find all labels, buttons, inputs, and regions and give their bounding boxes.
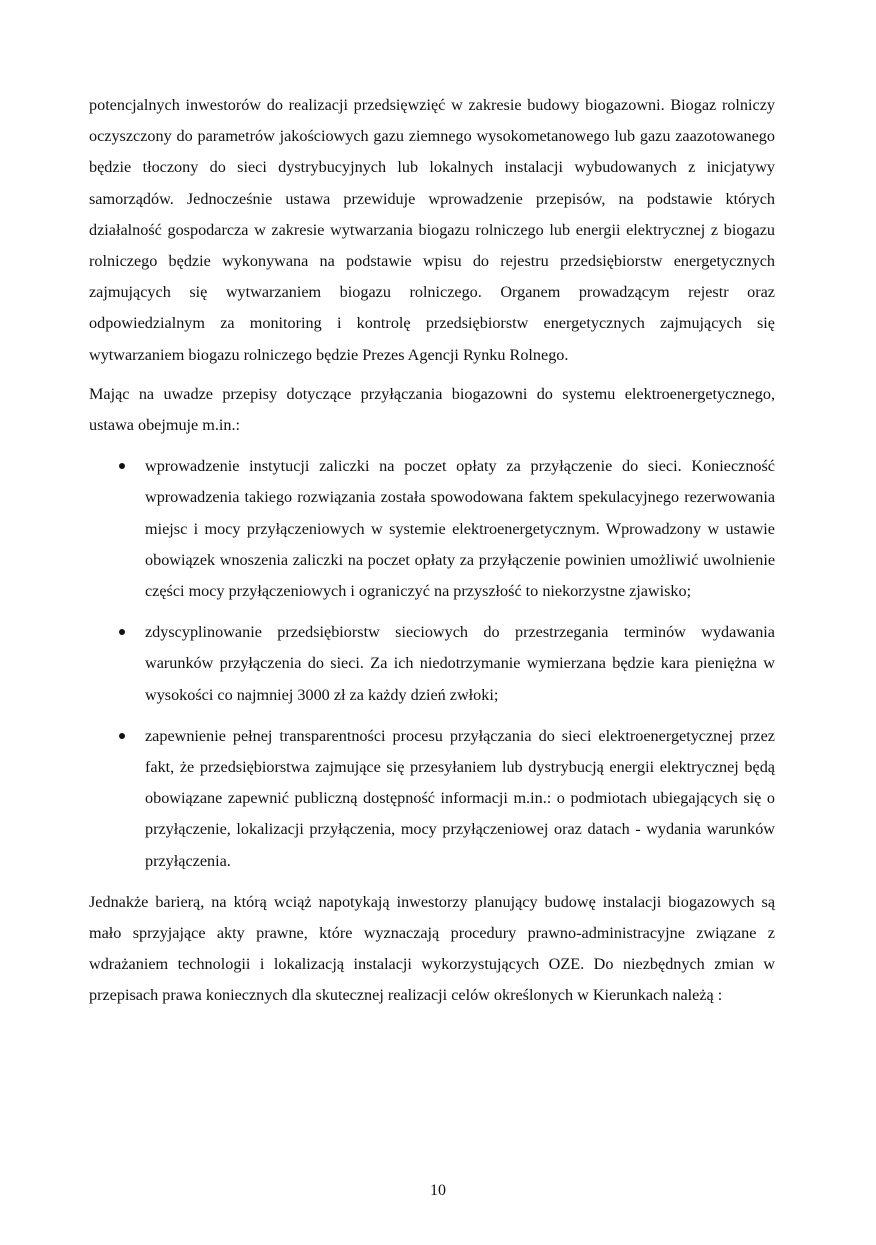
list-item-text: wprowadzenie instytucji zaliczki na poczet opłaty za przyłączenie do sieci. Konieczność wprowadzenia takiego rozwiązania została spowodowana faktem spekulacyjnego rezerwowania miejsc i mocy przyłączeniowych w systemie elektroenergetycznym. Wprowadzony w ustawie obowiązek wnoszenia zaliczki na poczet opłaty za przyłączenie powinien umożliwić uwolnienie części mocy przyłączeniowych i ograniczyć na przyszłość to niekorzystne zjawisko; [145,457,775,601]
bullet-icon [119,629,125,635]
list-item-text: zapewnienie pełnej transparentności procesu przyłączania do sieci elektroenergetycznej przez fakt, że przedsiębiorstwa zajmujące się przesyłaniem lub dystrybucją energii elektrycznej będą obowiązane zapewnić publiczną dostępność informacji m.in.: o podmiotach ubiegających się o przyłączenie, lokalizacji przyłączenia, mocy przyłączeniowej oraz datach - wydania warunków przyłączenia. [145,726,775,870]
list-item [89,451,775,607]
document-page [89,90,775,1012]
paragraph-connection-intro: Mając na uwadze przepisy dotyczące przyłączania biogazowni do systemu elektroenergetycznego, ustawa obejmuje m.in.: [89,384,775,435]
page-number: 10 [430,1182,446,1199]
list-item [89,617,775,711]
bullet-list [89,451,775,877]
bullet-icon [119,733,125,739]
bullet-icon [119,463,125,469]
list-item [89,721,775,877]
paragraph-biogas-register: potencjalnych inwestorów do realizacji przedsięwzięć w zakresie budowy biogazowni. Biogaz rolniczy oczyszczony do parametrów jakościowych gazu ziemnego wysokometanowego lub gazu zaazotowanego będzie tłoczony do sieci dystrybucyjnych lub lokalnych instalacji wybudowanych z inicjatywy samorządów. Jednocześnie ustawa przewiduje wprowadzenie przepisów, na podstawie których działalność gospodarcza w zakresie wytwarzania biogazu rolniczego lub energii elektrycznej z biogazu rolniczego będzie wykonywana na podstawie wpisu do rejestru przedsiębiorstw energetycznych zajmujących się wytwarzaniem biogazu rolniczego. Organem prowadzącym rejestr oraz odpowiedzialnym za monitoring i kontrolę przedsiębiorstw energetycznych zajmujących się wytwarzaniem biogazu rolniczego będzie Prezes Agencji Rynku Rolnego. [89,96,775,364]
list-item-text: zdyscyplinowanie przedsiębiorstw sieciowych do przestrzegania terminów wydawania warunków przyłączenia do sieci. Za ich niedotrzymanie wymierzana będzie kara pieniężna w wysokości co najmniej 3000 zł za każdy dzień zwłoki; [145,623,775,704]
paragraph-legal-barriers: Jednakże barierą, na którą wciąż napotykają inwestorzy planujący budowę instalacji biogazowych są mało sprzyjające akty prawne, które wyznaczają procedury prawno-administracyjne związane z wdrażaniem technologii i lokalizacją instalacji wykorzystujących OZE. Do niezbędnych zmian w przepisach prawa koniecznych dla skutecznej realizacji celów określonych w Kierunkach należą : [89,892,775,1005]
